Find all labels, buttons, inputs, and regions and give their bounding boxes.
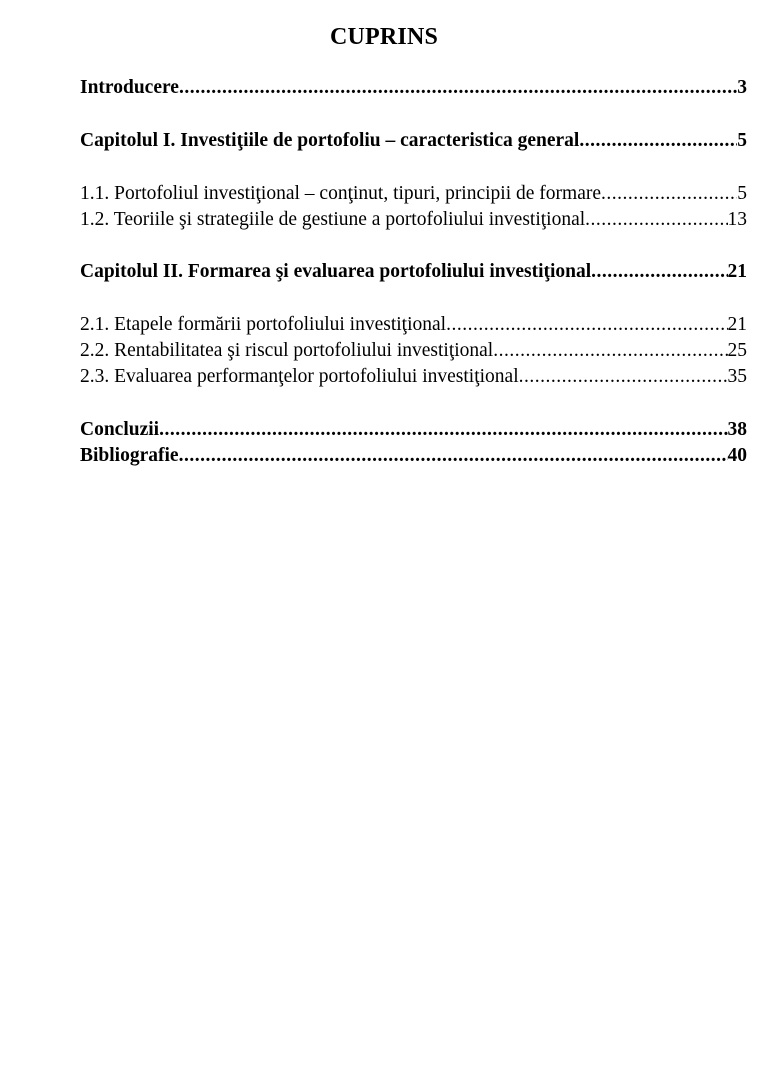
toc-leader-dots bbox=[519, 364, 728, 390]
toc-page-number: 13 bbox=[727, 209, 747, 230]
toc-entry-section-1-1 bbox=[80, 181, 747, 207]
toc-entry-text: Capitolul II. Formarea şi evaluarea portofoliului investiţional bbox=[80, 261, 592, 282]
toc-leader-dots bbox=[446, 312, 727, 338]
toc-page-number: 5 bbox=[737, 130, 747, 151]
toc-leader-dots bbox=[159, 417, 727, 443]
toc-leader-dots bbox=[179, 75, 737, 101]
toc-page-number: 21 bbox=[727, 314, 747, 335]
toc-entry-text: 2.3. Evaluarea performanţelor portofoliului investiţional bbox=[80, 366, 519, 387]
toc-entry-text: Concluzii bbox=[80, 419, 160, 440]
toc-page-number: 38 bbox=[727, 419, 747, 440]
toc-leader-dots bbox=[579, 128, 737, 154]
toc-page-number: 3 bbox=[737, 77, 747, 98]
toc-entry-text: Capitolul I. Investiţiile de portofoliu – caracteristica general bbox=[80, 130, 580, 151]
toc-entry-text: 1.1. Portofoliul investiţional – conţinut, tipuri, principii de formare bbox=[80, 183, 601, 204]
toc-entry-section-1-2 bbox=[80, 207, 747, 233]
toc-leader-dots bbox=[591, 259, 727, 285]
toc-entry-text: Bibliografie bbox=[80, 445, 179, 466]
toc-entry-text: 2.1. Etapele formării portofoliului investiţional bbox=[80, 314, 447, 335]
toc-leader-dots bbox=[585, 207, 727, 233]
toc-entry-text: 2.2. Rentabilitatea şi riscul portofoliului investiţional bbox=[80, 340, 494, 361]
toc-entry-chapter-1 bbox=[80, 128, 747, 154]
toc-entry-chapter-2 bbox=[80, 259, 747, 285]
toc-entry-text: 1.2. Teoriile şi strategiile de gestiune a portofoliului investiţional bbox=[80, 209, 586, 230]
toc-leader-dots bbox=[179, 443, 728, 469]
document-title: CUPRINS bbox=[329, 24, 439, 50]
toc-leader-dots bbox=[493, 338, 727, 364]
toc-page-number: 5 bbox=[737, 183, 747, 204]
toc-page-number: 40 bbox=[727, 445, 747, 466]
toc-page-number: 21 bbox=[727, 261, 747, 282]
toc-entry-introducere bbox=[80, 75, 747, 101]
toc-entry-bibliografie bbox=[80, 443, 747, 469]
toc-entry-text: Introducere bbox=[80, 77, 179, 98]
toc-leader-dots bbox=[601, 181, 737, 207]
toc-page-number: 25 bbox=[727, 340, 747, 361]
toc-entry-section-2-1 bbox=[80, 312, 747, 338]
toc-entry-concluzii bbox=[80, 417, 747, 443]
toc-entry-section-2-3 bbox=[80, 364, 747, 390]
toc-page-number: 35 bbox=[727, 366, 747, 387]
toc-entry-section-2-2 bbox=[80, 338, 747, 364]
